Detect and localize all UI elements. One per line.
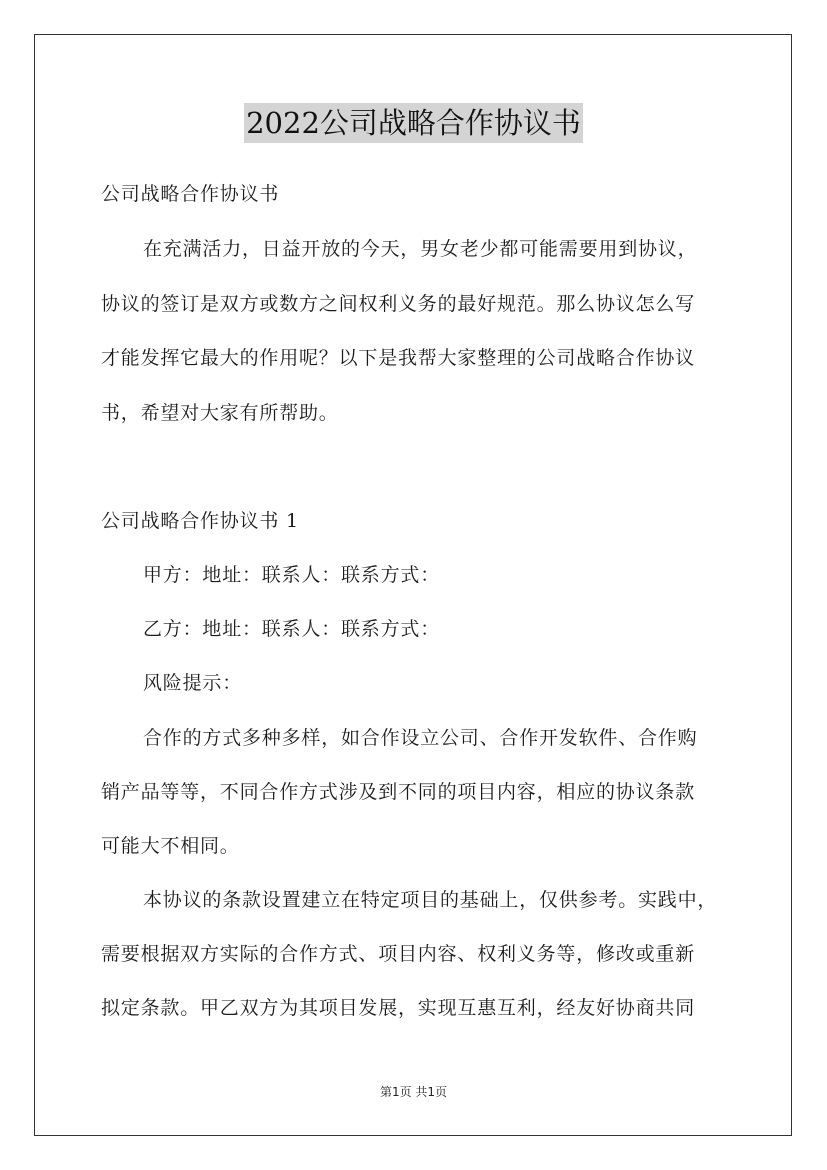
intro-line: 协议的签订是双方或数方之间权利义务的最好规范。那么协议怎么写	[101, 293, 696, 315]
paragraph-line: 本协议的条款设置建立在特定项目的基础上，仅供参考。实践中，	[143, 889, 718, 911]
risk-heading: 风险提示：	[143, 672, 243, 694]
title-container	[0, 103, 827, 143]
section-heading: 公司战略合作协议书 1	[101, 510, 299, 532]
document-subtitle: 公司战略合作协议书	[101, 183, 280, 205]
paragraph-line: 可能大不相同。	[101, 835, 240, 857]
paragraph-line: 拟定条款。甲乙双方为其项目发展，实现互惠互利，经友好协商共同	[101, 997, 696, 1019]
paragraph-line: 销产品等等，不同合作方式涉及到不同的项目内容，相应的协议条款	[101, 781, 696, 803]
paragraph-line: 合作的方式多种多样，如合作设立公司、合作开发软件、合作购	[143, 727, 698, 749]
party-b-line: 乙方：地址：联系人：联系方式：	[143, 618, 441, 640]
party-a-line: 甲方：地址：联系人：联系方式：	[143, 564, 441, 586]
intro-line: 在充满活力，日益开放的今天，男女老少都可能需要用到协议，	[143, 238, 698, 260]
intro-line: 才能发挥它最大的作用呢？以下是我帮大家整理的公司战略合作协议	[101, 347, 696, 369]
paragraph-line: 需要根据双方实际的合作方式、项目内容、权利义务等，修改或重新	[101, 943, 696, 965]
page-footer: 第1页 共1页	[379, 1085, 448, 1099]
document-title: 2022公司战略合作协议书	[244, 103, 583, 143]
intro-line: 书，希望对大家有所帮助。	[101, 402, 339, 424]
